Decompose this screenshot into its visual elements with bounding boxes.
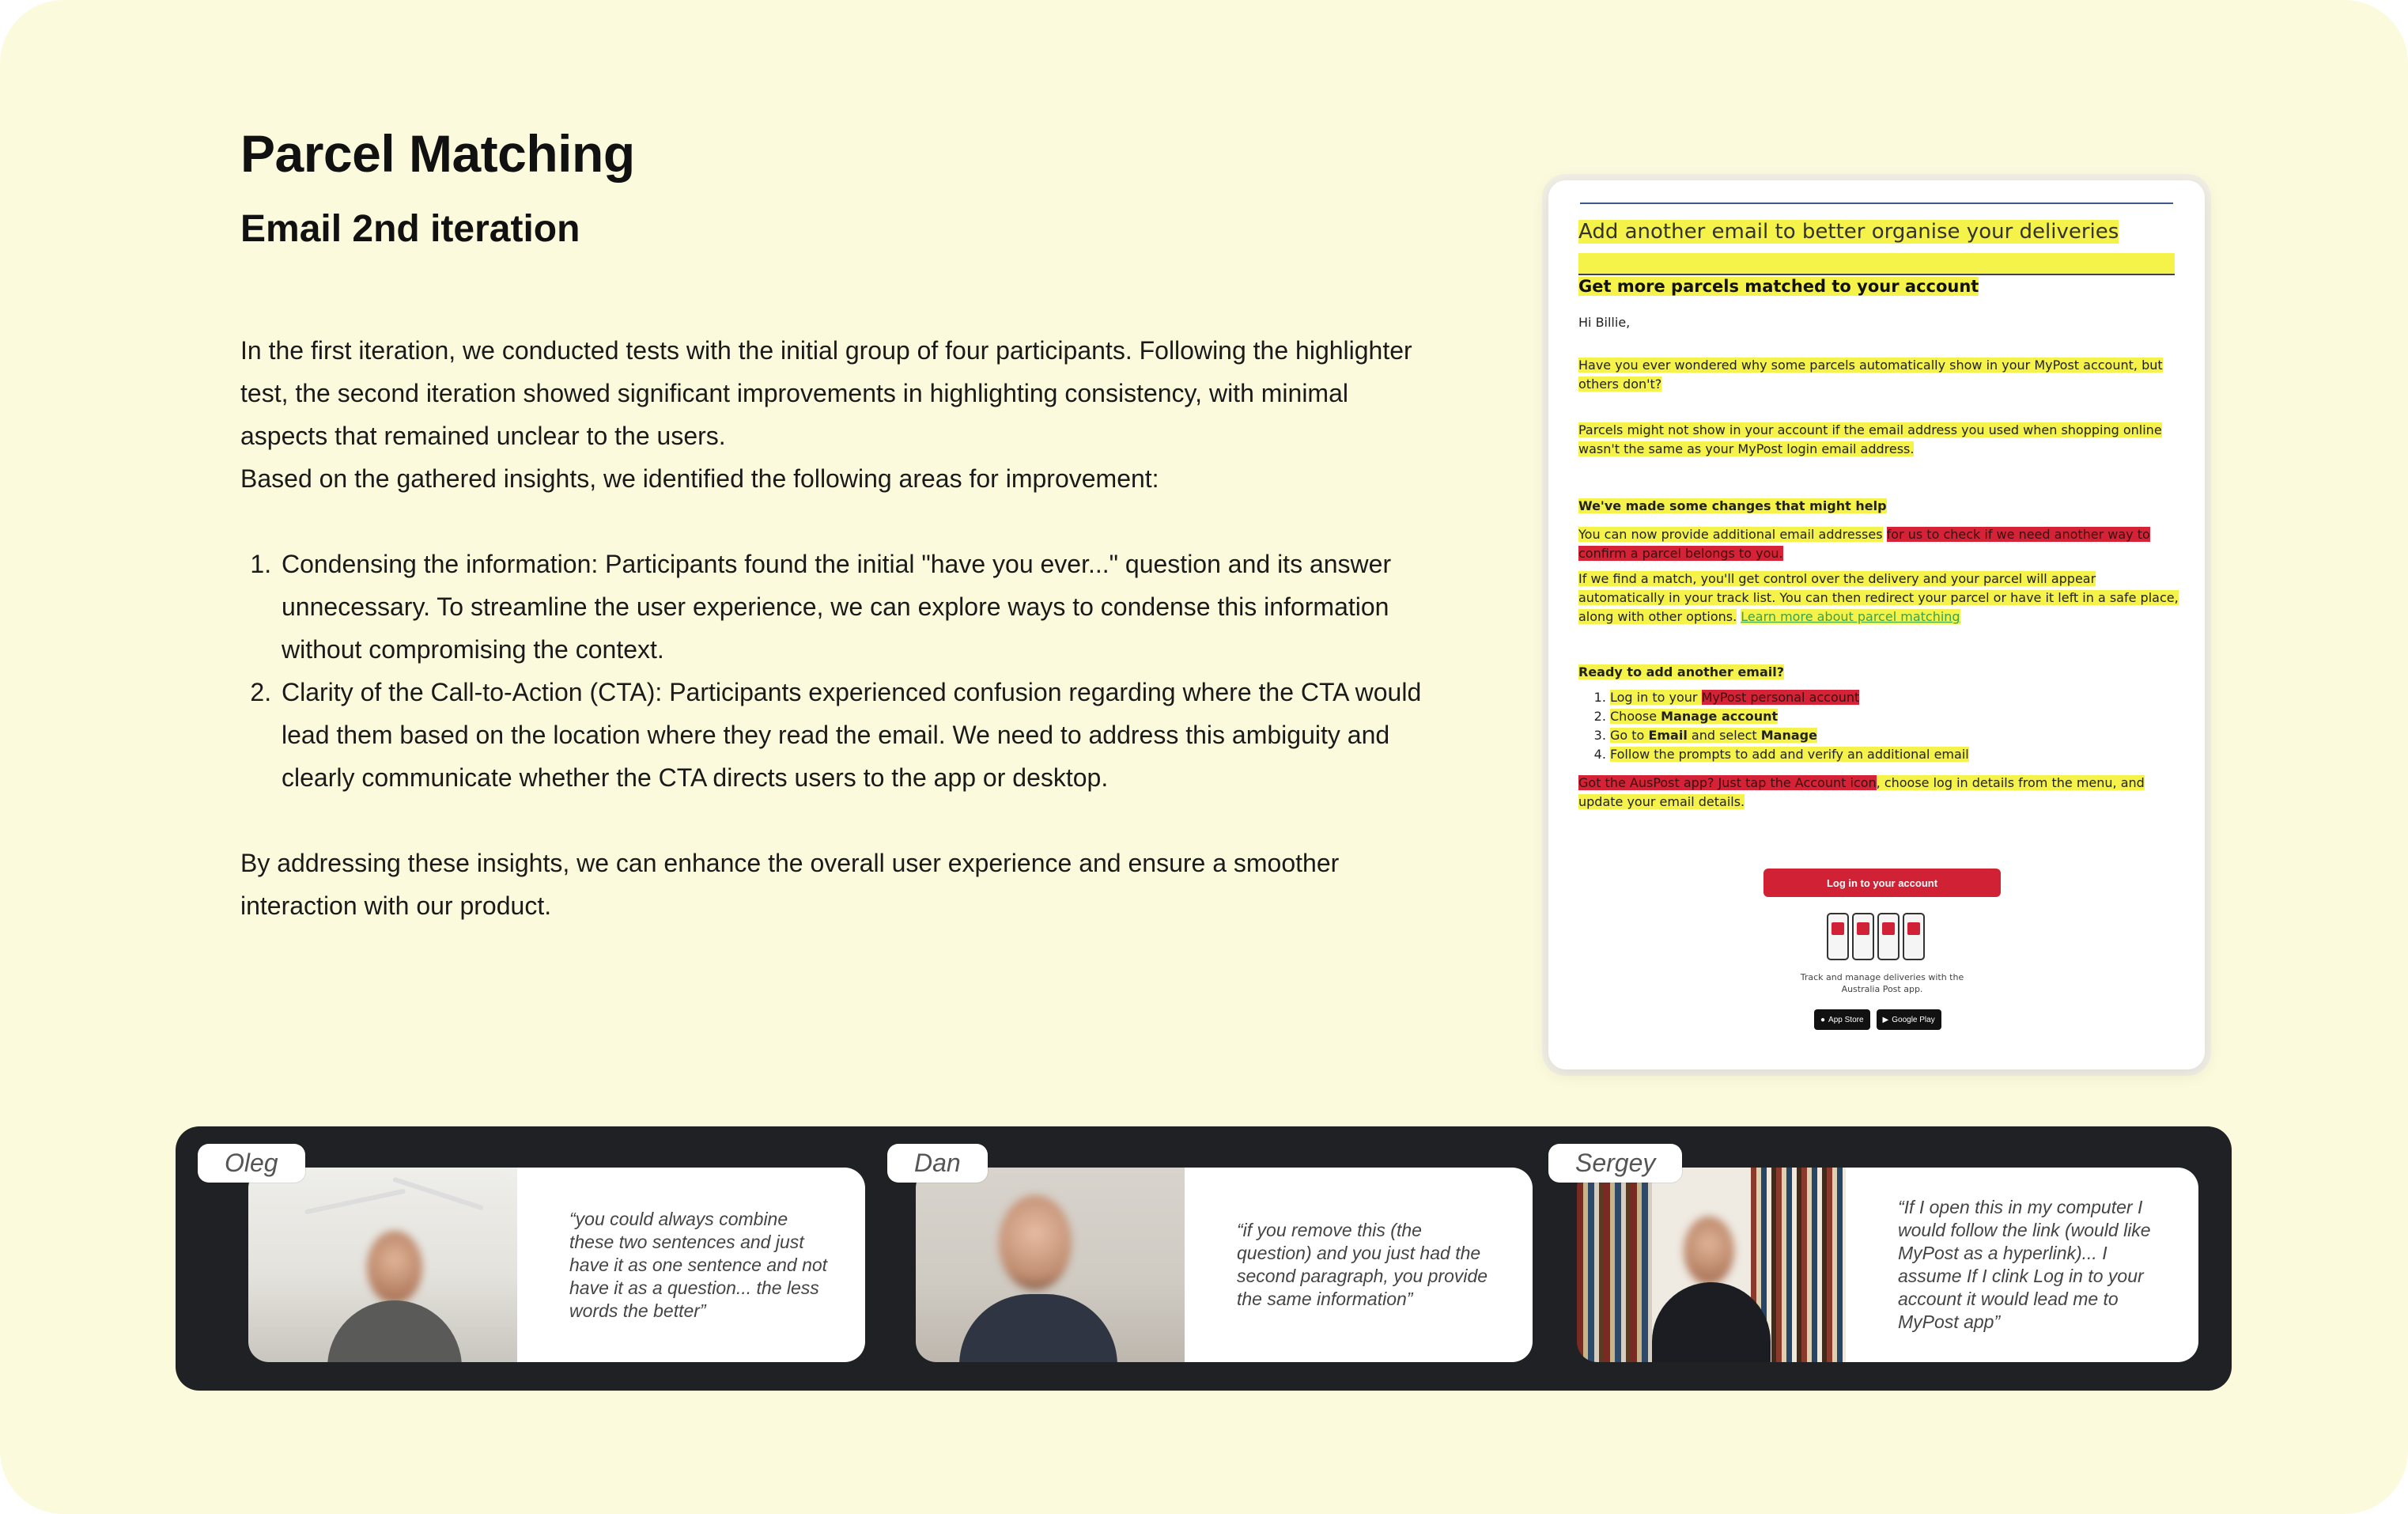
google-play-badge[interactable]: ▶ Google Play (1877, 1009, 1941, 1030)
email-steps: 1. Log in to your MyPost personal account 2. Choose Manage account 3. Go to Email and select Manage 4. Follow the prompts to add and verify an additional email (1578, 688, 2179, 764)
email-subheading: Get more parcels matched to your account (1578, 277, 1979, 296)
participant-name: Sergey (1548, 1144, 1682, 1183)
email-paragraph: Have you ever wondered why some parcels automatically show in your MyPost account, but others don't? (1578, 358, 2163, 392)
description (240, 329, 1442, 927)
learn-more-link[interactable]: Learn more about parcel matching (1741, 609, 1960, 624)
participant-video (1577, 1168, 1846, 1362)
apple-icon: ● (1820, 1015, 1826, 1024)
conclusion-paragraph: By addressing these insights, we can enhance the overall user experience and ensure a smoother interaction with our product. (240, 849, 1340, 920)
app-phones-image (1827, 913, 1925, 960)
participant-quote: “if you remove this (the question) and you just had the second paragraph, you provide the same information” (1185, 1168, 1533, 1362)
email-paragraph: If we find a match, you'll get control over the delivery and your parcel will appear automatically in your track list. You can then redirect your parcel or have it left in a safe place, along with other options. Learn more about parcel matching (1578, 571, 2179, 624)
improvement-list (240, 543, 1442, 799)
participant-video (248, 1168, 517, 1362)
email-mockup (1548, 180, 2205, 1069)
store-badges (1814, 1009, 1941, 1030)
email-paragraph: Parcels might not show in your account if the email address you used when shopping online wasn't the same as your MyPost login email address. (1578, 422, 2162, 456)
email-section-heading: We've made some changes that might help (1578, 498, 1887, 513)
email-paragraph: You can now provide additional email addresses for us to check if we need another way to confirm a parcel belongs to you. (1578, 527, 2150, 561)
participant-quote: “If I open this in my computer I would follow the link (would like MyPost as a hyperlink)... I assume If I clink Log in to your account it would lead me to MyPost app” (1846, 1168, 2198, 1362)
app-caption: Track and manage deliveries with the Australia Post app. (1800, 972, 1964, 994)
divider (1580, 202, 2173, 204)
improvement-item: 2. Clarity of the Call-to-Action (CTA): Participants experienced confusion regarding where the CTA would lead them based on the location where they read the email. We need to address this ambiguity and clearly communicate whether the CTA directs users to the app or desktop. (278, 671, 1442, 799)
participant-name: Dan (887, 1144, 988, 1183)
email-section-heading: Ready to add another email? (1578, 664, 1785, 679)
highlight-bar (1578, 253, 2175, 275)
play-icon: ▶ (1882, 1015, 1889, 1024)
improvement-item: 1. Condensing the information: Participants found the initial "have you ever..." question and its answer unnecessary. To streamline the user experience, we can explore ways to condense this information without compromising the context. (278, 543, 1442, 671)
participant-name: Oleg (198, 1144, 305, 1183)
participant-quote: “you could always combine these two sentences and just have it as one sentence and not have it as a question... the less words the better” (517, 1168, 865, 1362)
page-subtitle: Email 2nd iteration (240, 208, 580, 250)
email-paragraph: Got the AusPost app? Just tap the Account icon, choose log in details from the menu, and update your email details. (1578, 775, 2145, 809)
login-cta-button[interactable]: Log in to your account (1763, 869, 2001, 897)
intro-paragraph: In the first iteration, we conducted tests with the initial group of four participants. Following the highlighter test, the second iteration showed significant improvements in highlighting consistency, with minimal aspects that remained unclear to the users. (240, 336, 1412, 450)
app-store-badge[interactable]: ● App Store (1814, 1009, 1870, 1030)
participant-video (916, 1168, 1185, 1362)
page-title: Parcel Matching (240, 124, 635, 183)
email-heading: Add another email to better organise your deliveries (1578, 220, 2119, 244)
intro-paragraph: Based on the gathered insights, we identified the following areas for improvement: (240, 464, 1159, 493)
email-greeting: Hi Billie, (1578, 315, 1631, 330)
interview-strip (176, 1126, 2232, 1391)
